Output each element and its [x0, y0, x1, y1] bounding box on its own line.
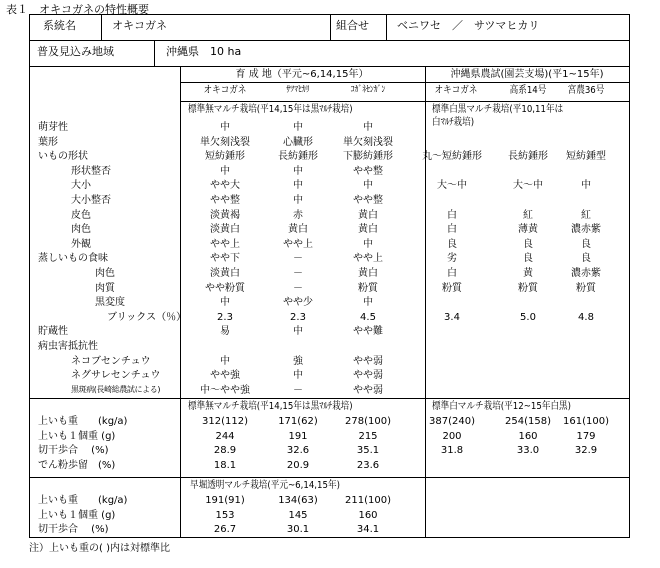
- row-label: 上いも重 (kg/a): [38, 416, 128, 427]
- table-cell: 171(62): [278, 416, 318, 427]
- group-header-okinawa: 沖縄県農試(園芸支場)(平1~15年): [450, 69, 604, 80]
- table-cell: やや整: [353, 166, 383, 177]
- table-cell: 3.4: [444, 312, 460, 323]
- section-subtitle: 標準白マルチ栽培(平12~15年白黒): [432, 401, 572, 412]
- table-cell: 20.9: [286, 460, 310, 471]
- table-cell: 中: [293, 326, 303, 337]
- table-cell: 易: [220, 326, 230, 337]
- section-subtitle: 標準無マルチ栽培(平14,15年は黒ﾏﾙﾁ栽培): [188, 401, 353, 412]
- row-label: ブリックス（％）: [107, 312, 187, 323]
- group-header-breeding-site: 育 成 地（平元~6,14,15年）: [235, 69, 369, 80]
- table-cell: 中: [220, 297, 230, 308]
- table-cell: 短紡錘形: [205, 151, 245, 162]
- table-cell: 5.0: [520, 312, 536, 323]
- row-label: ネグサレセンチュウ: [71, 370, 161, 381]
- table-cell: 良: [523, 239, 533, 250]
- table-cell: 中: [363, 122, 373, 133]
- table-cell: 4.5: [360, 312, 376, 323]
- row-label: 形状整否: [71, 166, 111, 177]
- table-cell: 紅: [523, 210, 533, 221]
- table-cell: やや弱: [353, 385, 383, 396]
- table-cell: 153: [215, 510, 235, 521]
- table-cell: 215: [358, 431, 378, 442]
- table-cell: 中: [220, 122, 230, 133]
- table-cell: －: [293, 268, 303, 279]
- table-cell: 200: [442, 431, 462, 442]
- table-cell: 33.0: [516, 445, 540, 456]
- table-cell: 191(91): [205, 495, 245, 506]
- table-cell: 粉質: [358, 283, 378, 294]
- table-cell: 中: [363, 239, 373, 250]
- table-cell: やや上: [210, 239, 240, 250]
- table-cell: 黄白: [358, 268, 378, 279]
- table-cell: 160: [518, 431, 538, 442]
- row-label: 葉形: [38, 137, 58, 148]
- row-label: 肉色: [95, 268, 115, 279]
- table-cell: 4.8: [578, 312, 594, 323]
- table-cell: 紅: [581, 210, 591, 221]
- row-label: いもの形状: [38, 151, 88, 162]
- table-cell: －: [293, 253, 303, 264]
- table-cell: －: [293, 283, 303, 294]
- table-cell: 30.1: [286, 524, 310, 535]
- table-cell: 191: [288, 431, 308, 442]
- table-cell: 粉質: [518, 283, 538, 294]
- table-cell: やや整: [353, 195, 383, 206]
- table-cell: 中: [293, 180, 303, 191]
- table-cell: 白: [447, 210, 457, 221]
- row-label: ネコブセンチュウ: [71, 356, 151, 367]
- row-label: 蒸しいもの食味: [38, 253, 108, 264]
- row-label: 上いも１個重 (g): [38, 510, 116, 521]
- table-cell: 短紡錘型: [566, 151, 606, 162]
- table-cell: 良: [523, 253, 533, 264]
- table-cell: 強: [293, 356, 303, 367]
- table-cell: やや少: [283, 297, 313, 308]
- row-label: 病虫害抵抗性: [38, 341, 98, 352]
- row-label: 貯蔵性: [38, 326, 68, 337]
- table-cell: 254(158): [505, 416, 551, 427]
- table-cell: やや整: [210, 195, 240, 206]
- table-cell: 中: [293, 370, 303, 381]
- area-label: 普及見込み地域: [37, 45, 114, 58]
- table-cell: 白: [447, 268, 457, 279]
- table-cell: 2.3: [290, 312, 306, 323]
- table-cell: 長紡錘形: [278, 151, 318, 162]
- table-cell: 中: [293, 166, 303, 177]
- table-cell: 濃赤紫: [571, 268, 601, 279]
- row-label: 萌芽性: [38, 122, 68, 133]
- table-cell: 28.9: [213, 445, 237, 456]
- table-cell: 中～やや強: [200, 385, 250, 396]
- row-label: 黒斑病(長崎総農試による): [71, 385, 161, 394]
- column-header: オキコガネ: [203, 85, 247, 96]
- table-cell: 長紡錘形: [508, 151, 548, 162]
- table-cell: 淡黄白: [210, 224, 240, 235]
- table-cell: 単欠刻浅裂: [200, 137, 250, 148]
- table-cell: 23.6: [356, 460, 380, 471]
- column-header: 宮農36号: [567, 85, 605, 96]
- table-cell: 粉質: [442, 283, 462, 294]
- column-header: オキコガネ: [434, 85, 478, 96]
- table-cell: 粉質: [576, 283, 596, 294]
- row-label: 大小: [71, 180, 91, 191]
- table-cell: やや上: [353, 253, 383, 264]
- table-cell: 34.1: [356, 524, 380, 535]
- table-cell: やや弱: [353, 370, 383, 381]
- section-subtitle: 白ﾏﾙﾁ栽培): [432, 117, 475, 128]
- table-cell: 良: [581, 253, 591, 264]
- row-label: 外観: [71, 239, 91, 250]
- table-cell: 32.9: [574, 445, 598, 456]
- column-header: 高系14号: [509, 85, 547, 96]
- table-cell: 26.7: [213, 524, 237, 535]
- table-cell: やや難: [353, 326, 383, 337]
- table-cell: 良: [447, 239, 457, 250]
- table-cell: 淡黄褐: [210, 210, 240, 221]
- table-cell: 大～中: [513, 180, 543, 191]
- table-cell: 中: [581, 180, 591, 191]
- table-cell: 312(112): [202, 416, 248, 427]
- row-label: 切干歩合 (%): [38, 524, 109, 535]
- table-cell: 179: [576, 431, 596, 442]
- table-cell: やや強: [210, 370, 240, 381]
- row-label: 肉色: [71, 224, 91, 235]
- table-cell: 白: [447, 224, 457, 235]
- strain-name-label: 系統名: [43, 19, 76, 32]
- table-cell: 濃赤紫: [571, 224, 601, 235]
- table-cell: 大～中: [437, 180, 467, 191]
- table-cell: 良: [581, 239, 591, 250]
- table-cell: 淡黄白: [210, 268, 240, 279]
- table-cell: 単欠刻浅裂: [343, 137, 393, 148]
- table-cell: 黄白: [358, 224, 378, 235]
- row-label: 切干歩合 (%): [38, 445, 109, 456]
- table-cell: やや粉質: [205, 283, 245, 294]
- cross-value: ベニワセ ／ サツマヒカリ: [397, 19, 540, 32]
- table-title: 表１ オキコガネの特性概要: [6, 3, 149, 16]
- table-cell: 中: [220, 356, 230, 367]
- row-label: 黒変度: [95, 297, 125, 308]
- section-subtitle: 標準白黒マルチ栽培(平10,11年は: [432, 104, 564, 115]
- section-subtitle: 標準無マルチ栽培(平14,15年は黒ﾏﾙﾁ栽培): [188, 104, 353, 115]
- table-cell: 下膨紡錘形: [343, 151, 393, 162]
- area-value: 沖縄県 10 ha: [166, 45, 242, 58]
- table-cell: 145: [288, 510, 308, 521]
- row-label: 上いも重 (kg/a): [38, 495, 128, 506]
- table-cell: 薄黄: [518, 224, 538, 235]
- table-cell: 中: [363, 297, 373, 308]
- table-cell: やや弱: [353, 356, 383, 367]
- table-cell: 黄白: [358, 210, 378, 221]
- table-cell: 161(100): [563, 416, 609, 427]
- row-label: 肉質: [95, 283, 115, 294]
- table-cell: 赤: [293, 210, 303, 221]
- table-cell: －: [293, 385, 303, 396]
- table-cell: 劣: [447, 253, 457, 264]
- section-subtitle: 早堀透明マルチ栽培(平元~6,14,15年): [190, 480, 340, 491]
- footnote: 注）上いも重の( )内は対標準比: [29, 543, 170, 554]
- strain-name-value: オキコガネ: [112, 19, 167, 32]
- table-cell: 134(63): [278, 495, 318, 506]
- table-cell: 32.6: [286, 445, 310, 456]
- table-cell: やや大: [210, 180, 240, 191]
- table-cell: 心臓形: [283, 137, 313, 148]
- table-cell: 160: [358, 510, 378, 521]
- table-cell: 35.1: [356, 445, 380, 456]
- table-cell: 278(100): [345, 416, 391, 427]
- table-cell: 18.1: [213, 460, 237, 471]
- table-cell: 31.8: [440, 445, 464, 456]
- table-cell: 中: [293, 195, 303, 206]
- row-label: 大小整否: [71, 195, 111, 206]
- table-cell: 211(100): [345, 495, 391, 506]
- table-cell: やや上: [283, 239, 313, 250]
- cross-label: 組合せ: [336, 19, 369, 32]
- column-header: ｺｶﾞﾈｾﾝｶﾞﾝ: [350, 85, 386, 95]
- table-cell: 中: [293, 122, 303, 133]
- row-label: 皮色: [71, 210, 91, 221]
- table-cell: 中: [220, 166, 230, 177]
- table-cell: やや下: [210, 253, 240, 264]
- table-cell: 丸～短紡錘形: [422, 151, 482, 162]
- row-label: 上いも１個重 (g): [38, 431, 116, 442]
- table-cell: 244: [215, 431, 235, 442]
- column-header: ｻﾂﾏﾋｶﾘ: [286, 85, 310, 95]
- table-cell: 黄白: [288, 224, 308, 235]
- row-label: でん粉歩留 (%): [38, 460, 116, 471]
- table-cell: 387(240): [429, 416, 475, 427]
- table-cell: 中: [363, 180, 373, 191]
- table-cell: 2.3: [217, 312, 233, 323]
- table-cell: 黄: [523, 268, 533, 279]
